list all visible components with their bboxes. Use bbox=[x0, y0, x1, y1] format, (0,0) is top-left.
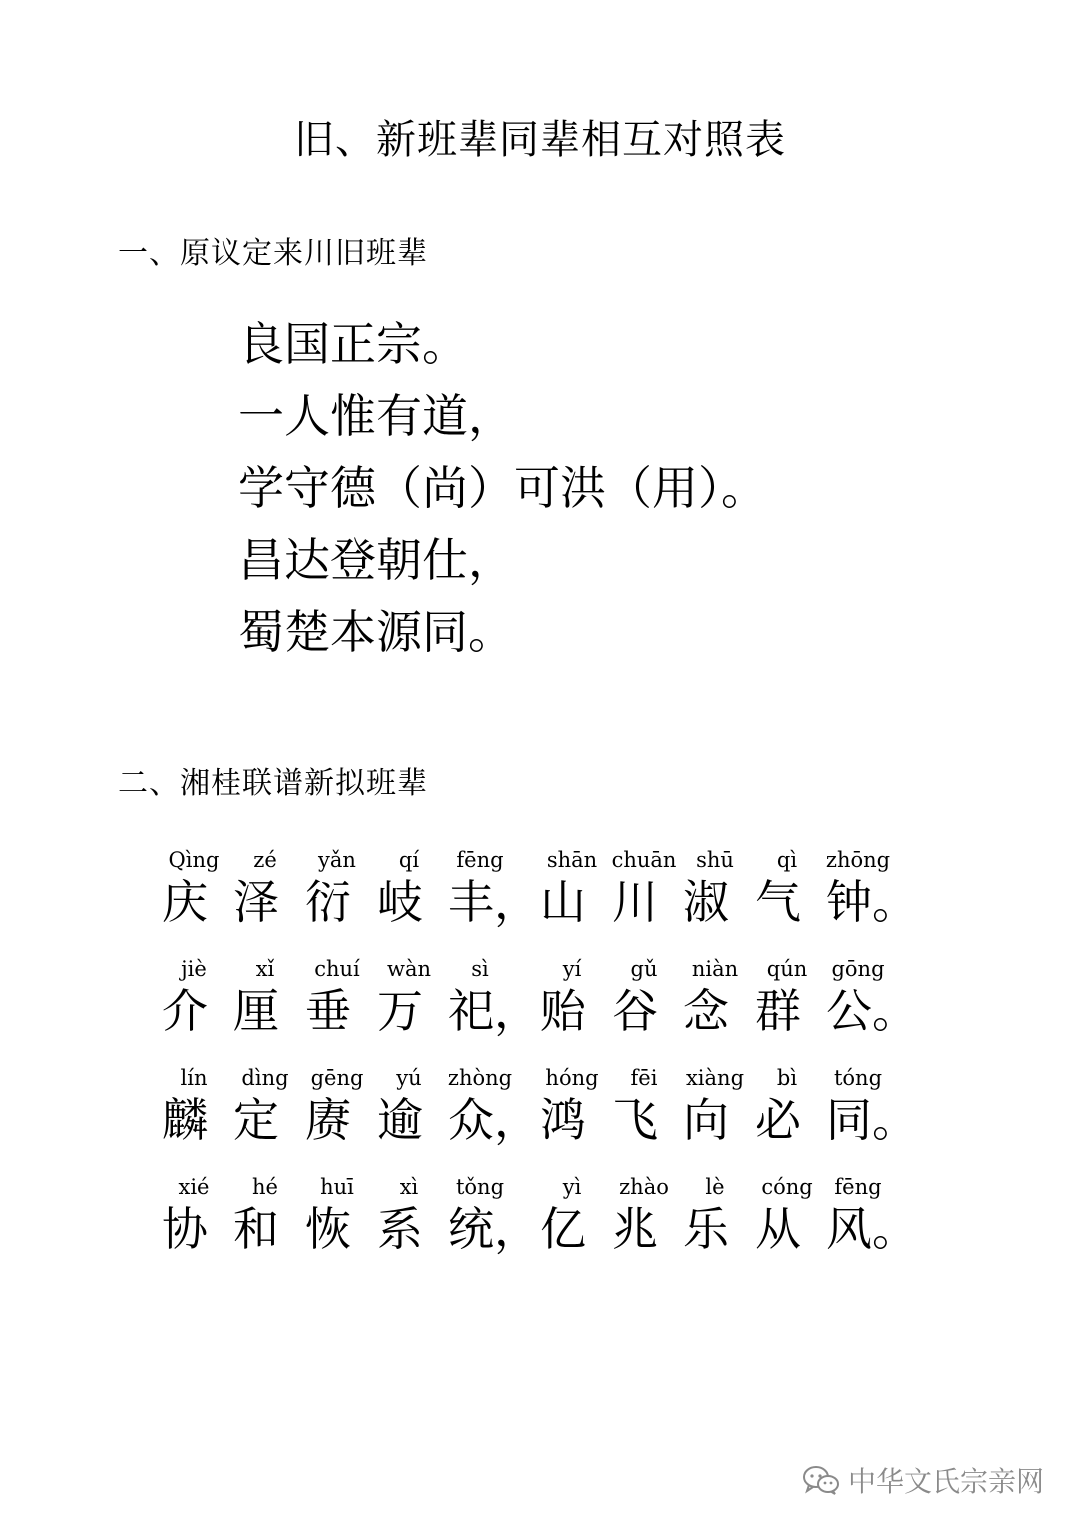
hanzi: 气 bbox=[755, 875, 801, 929]
hanzi: 群 bbox=[755, 984, 801, 1038]
character-cell bbox=[681, 1172, 749, 1256]
pinyin: huī bbox=[320, 1175, 354, 1199]
hanzi: 飞 bbox=[612, 1093, 658, 1147]
hanzi: 丰， bbox=[448, 875, 540, 929]
hanzi: 乐 bbox=[683, 1202, 729, 1256]
pinyin: xǐ bbox=[255, 957, 275, 981]
pinyin: bì bbox=[776, 1066, 798, 1090]
hanzi: 必 bbox=[755, 1093, 801, 1147]
hanzi: 钟。 bbox=[826, 875, 918, 929]
pinyin: yí bbox=[562, 957, 582, 981]
pinyin: lè bbox=[705, 1175, 725, 1199]
hanzi: 定 bbox=[233, 1093, 279, 1147]
character-cell bbox=[160, 954, 228, 1038]
pinyin: xié bbox=[178, 1175, 210, 1199]
character-cell bbox=[303, 954, 371, 1038]
character-cell bbox=[231, 1172, 299, 1256]
poem-line: 良国正宗。 bbox=[238, 317, 468, 371]
character-cell bbox=[538, 845, 606, 929]
character-cell bbox=[610, 845, 678, 929]
hanzi: 厘 bbox=[233, 984, 279, 1038]
hanzi: 公。 bbox=[826, 984, 918, 1038]
hanzi: 风。 bbox=[826, 1202, 918, 1256]
pinyin: tǒng bbox=[455, 1175, 505, 1199]
pinyin: zhào bbox=[619, 1175, 669, 1199]
poem-line: 学守德（尚）可洪（用）。 bbox=[238, 461, 767, 515]
pinyin: chuí bbox=[314, 957, 360, 981]
hanzi: 川 bbox=[612, 875, 658, 929]
hanzi: 众， bbox=[448, 1093, 540, 1147]
hanzi: 协 bbox=[162, 1202, 208, 1256]
poem-line: 昌达登朝仕， bbox=[238, 533, 514, 587]
character-cell bbox=[681, 954, 749, 1038]
character-cell bbox=[824, 954, 918, 1038]
pinyin: lín bbox=[180, 1066, 208, 1090]
character-cell bbox=[538, 1063, 606, 1147]
hanzi: 贻 bbox=[540, 984, 586, 1038]
hanzi: 和 bbox=[233, 1202, 279, 1256]
character-cell bbox=[610, 1172, 678, 1256]
character-cell bbox=[446, 1172, 540, 1256]
hanzi: 同。 bbox=[826, 1093, 918, 1147]
character-cell bbox=[375, 845, 443, 929]
hanzi: 恢 bbox=[305, 1202, 351, 1256]
character-cell bbox=[375, 954, 443, 1038]
character-cell bbox=[681, 845, 749, 929]
hanzi: 系 bbox=[377, 1202, 423, 1256]
pinyin: shān bbox=[546, 848, 598, 872]
pinyin: yǎn bbox=[318, 848, 356, 872]
character-cell bbox=[160, 1063, 228, 1147]
character-cell bbox=[753, 845, 821, 929]
character-cell bbox=[231, 845, 299, 929]
character-cell bbox=[446, 954, 540, 1038]
pinyin: xì bbox=[399, 1175, 419, 1199]
character-cell bbox=[824, 1172, 918, 1256]
character-cell bbox=[446, 845, 540, 929]
character-cell bbox=[538, 954, 606, 1038]
hanzi: 岐 bbox=[377, 875, 423, 929]
poem-line: 一人惟有道， bbox=[238, 389, 514, 443]
hanzi: 介 bbox=[162, 984, 208, 1038]
hanzi: 统， bbox=[448, 1202, 540, 1256]
hanzi: 麟 bbox=[162, 1093, 208, 1147]
pinyin: qún bbox=[766, 957, 808, 981]
character-cell bbox=[231, 1063, 299, 1147]
character-cell bbox=[753, 1063, 821, 1147]
hanzi: 赓 bbox=[305, 1093, 351, 1147]
hanzi: 向 bbox=[683, 1093, 729, 1147]
old-generation-poem bbox=[238, 308, 767, 668]
character-cell bbox=[160, 1172, 228, 1256]
pinyin: shū bbox=[696, 848, 734, 872]
character-cell bbox=[303, 1063, 371, 1147]
character-cell bbox=[610, 954, 678, 1038]
pinyin: qí bbox=[398, 848, 420, 872]
character-cell bbox=[824, 845, 918, 929]
hanzi: 念 bbox=[683, 984, 729, 1038]
pinyin: sì bbox=[471, 957, 489, 981]
wechat-icon bbox=[802, 1465, 840, 1495]
hanzi: 兆 bbox=[612, 1202, 658, 1256]
pinyin: gōng bbox=[831, 957, 885, 981]
pinyin: qì bbox=[776, 848, 798, 872]
pinyin: fēng bbox=[834, 1175, 882, 1199]
pinyin: xiàng bbox=[685, 1066, 745, 1090]
hanzi: 淑 bbox=[683, 875, 729, 929]
character-cell bbox=[753, 954, 821, 1038]
pinyin: cóng bbox=[761, 1175, 813, 1199]
character-cell bbox=[375, 1063, 443, 1147]
watermark bbox=[802, 1460, 1044, 1500]
hanzi: 万 bbox=[377, 984, 423, 1038]
hanzi: 庆 bbox=[162, 875, 208, 929]
pinyin: fēng bbox=[456, 848, 504, 872]
pinyin: gǔ bbox=[630, 957, 658, 981]
hanzi: 衍 bbox=[305, 875, 351, 929]
pinyin: yú bbox=[396, 1066, 422, 1090]
character-cell bbox=[160, 845, 228, 929]
hanzi: 鸿 bbox=[540, 1093, 586, 1147]
character-cell bbox=[303, 845, 371, 929]
pinyin: niàn bbox=[691, 957, 739, 981]
pinyin: tóng bbox=[833, 1066, 883, 1090]
pinyin: yì bbox=[562, 1175, 582, 1199]
pinyin: zé bbox=[253, 848, 277, 872]
pinyin: jiè bbox=[181, 957, 207, 981]
section-heading-new: 二、湘桂联谱新拟班辈 bbox=[118, 766, 428, 801]
page-title: 旧、新班辈同辈相互对照表 bbox=[294, 117, 786, 163]
section-heading-old: 一、原议定来川旧班辈 bbox=[118, 236, 428, 271]
hanzi: 祀， bbox=[448, 984, 540, 1038]
poem-line: 蜀楚本源同。 bbox=[238, 605, 514, 659]
pinyin: chuān bbox=[611, 848, 677, 872]
character-cell bbox=[610, 1063, 678, 1147]
character-cell bbox=[375, 1172, 443, 1256]
character-cell bbox=[446, 1063, 540, 1147]
hanzi: 从 bbox=[755, 1202, 801, 1256]
pinyin: dìng bbox=[241, 1066, 289, 1090]
hanzi: 亿 bbox=[540, 1202, 586, 1256]
hanzi: 山 bbox=[540, 875, 586, 929]
character-cell bbox=[303, 1172, 371, 1256]
pinyin: Qìng bbox=[168, 848, 220, 872]
pinyin: zhōng bbox=[825, 848, 891, 872]
character-cell bbox=[753, 1172, 821, 1256]
pinyin: fēi bbox=[630, 1066, 658, 1090]
pinyin: hóng bbox=[545, 1066, 599, 1090]
pinyin: gēng bbox=[310, 1066, 364, 1090]
watermark-text: 中华文氏宗亲网 bbox=[847, 1465, 1044, 1498]
character-cell bbox=[231, 954, 299, 1038]
character-cell bbox=[681, 1063, 749, 1147]
character-cell bbox=[824, 1063, 918, 1147]
character-cell bbox=[538, 1172, 606, 1256]
pinyin: zhòng bbox=[447, 1066, 513, 1090]
pinyin: hé bbox=[252, 1175, 278, 1199]
hanzi: 垂 bbox=[305, 984, 351, 1038]
pinyin: wàn bbox=[386, 957, 432, 981]
hanzi: 泽 bbox=[233, 875, 279, 929]
hanzi: 谷 bbox=[612, 984, 658, 1038]
hanzi: 逾 bbox=[377, 1093, 423, 1147]
